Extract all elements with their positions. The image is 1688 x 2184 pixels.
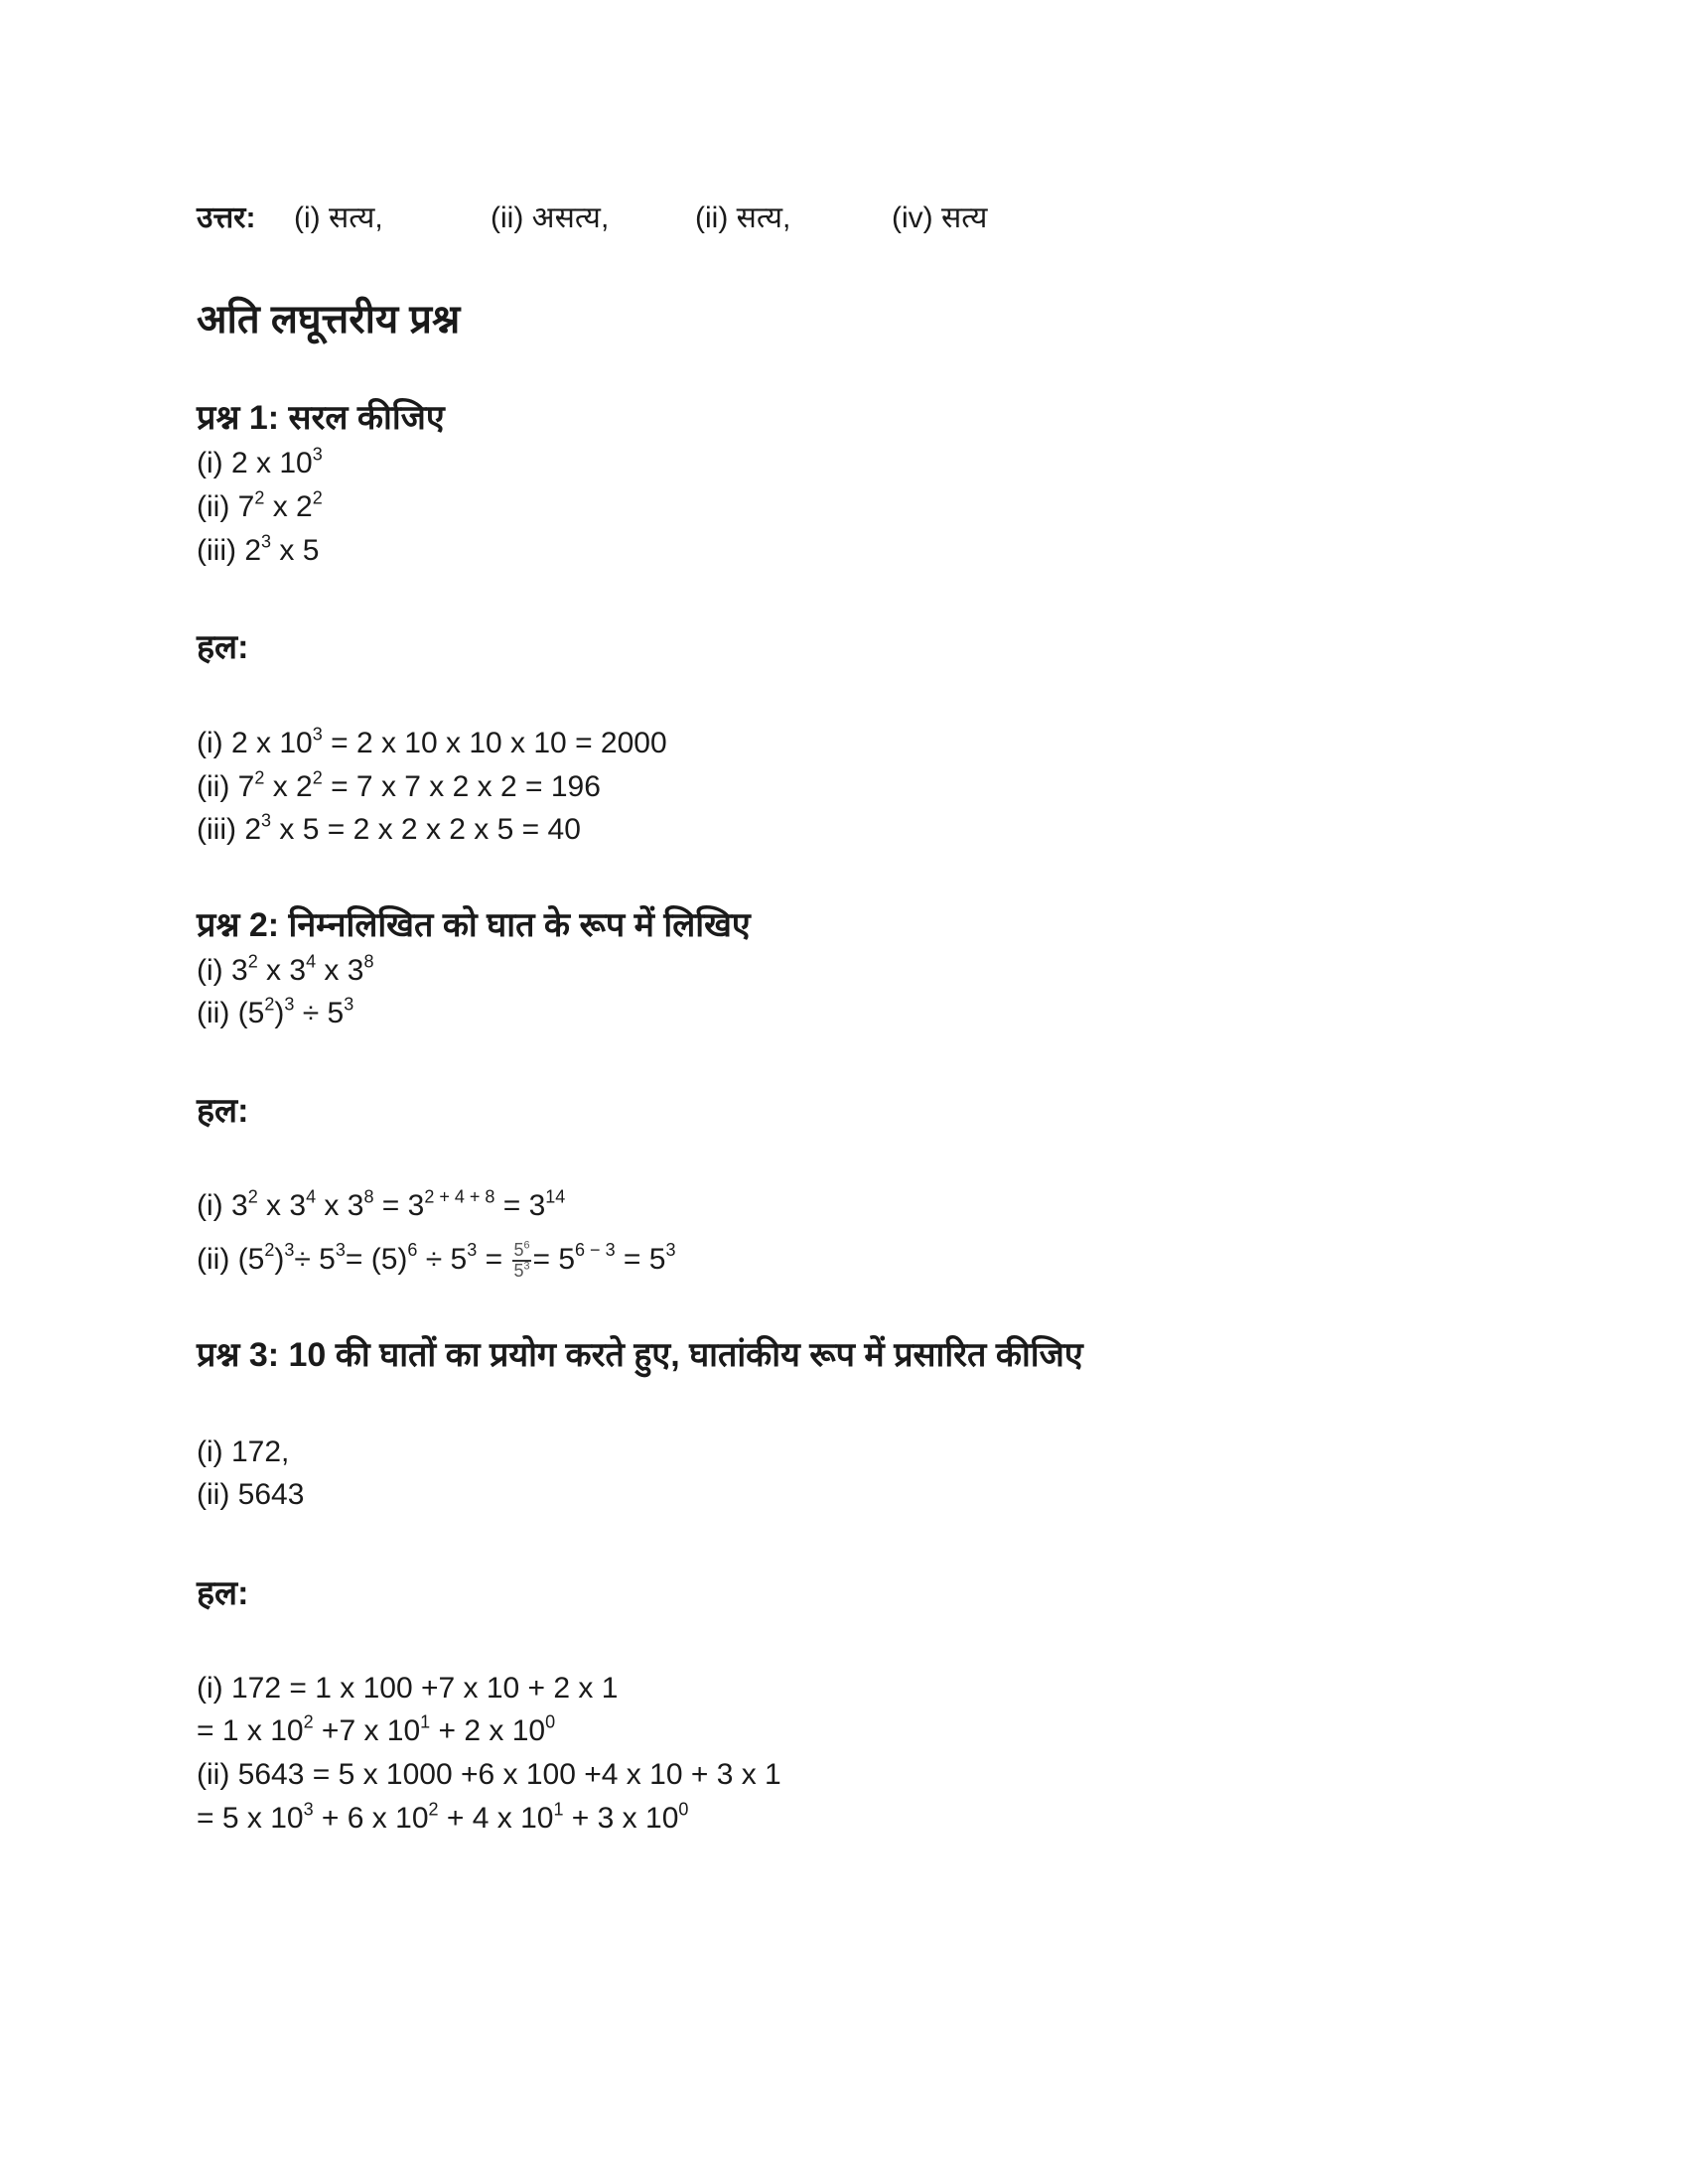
item-label: (ii) [197,490,230,523]
expr: 2 x 10 [231,447,313,479]
expr: + 6 x 10 [313,1802,429,1835]
item-label: (iii) [197,534,236,567]
fraction [512,1241,530,1281]
exponent: 2 [264,994,275,1015]
q1-solution-2 [197,767,601,803]
q3-solution-1 [197,1674,618,1704]
answer-item-3: (ii) सत्य, [695,202,791,234]
expr: x 5 [271,534,320,567]
expr: (5 [237,1242,265,1276]
item-label: (i) [197,727,223,759]
exponent: 6 [523,1239,530,1252]
expr: + 4 x 10 [438,1802,554,1835]
expr: = 3 [494,1189,546,1222]
expr: ) [274,1242,285,1276]
q1-heading: प्रश्न 1: सरल कीजिए [197,399,445,437]
q3-item-1: (i) 172, [197,1435,290,1468]
exponent: 2 [254,487,265,508]
expr: x 2 [264,490,313,523]
expr: 7 [237,770,255,803]
item-label: (iii) [197,813,236,846]
expr: + 3 x 10 [563,1802,679,1835]
q3-heading: प्रश्न 3: 10 की घातों का प्रयोग करते हुए, घातांकीय रूप में प्रसारित कीजिए [197,1336,1083,1374]
expr: = 5 [615,1242,666,1276]
q1-solution-3 [197,810,581,846]
q3-solution-4 [197,1799,689,1835]
q1-solution-1 [197,724,667,759]
exponent: 0 [545,1711,556,1732]
exponent: 2 [247,1186,258,1207]
item-label: (ii) [197,1242,230,1276]
exponent: 0 [678,1799,689,1820]
exponent: 3 [335,1240,346,1261]
exponent: 4 [306,1186,317,1207]
exponent: 2 [312,487,323,508]
expr: x 3 [316,1189,364,1222]
expr: (ii) 5643 = 5 x 1000 +6 x 100 +4 x 10 + 3 x 1 [197,1758,781,1791]
exponent: 3 [284,994,295,1015]
exponent: 3 [344,994,354,1015]
exponent: 2 [303,1711,314,1732]
answer-item-1: (i) सत्य, [294,202,383,234]
exponent: 2 [247,951,258,972]
expr: ÷ 5 [294,997,345,1029]
expr: = 5 x 10 [197,1802,304,1835]
item-label: (i) [197,1189,223,1222]
expr: = 7 x 7 x 2 x 2 = 196 [322,770,601,803]
expr: (i) 172 = 1 x 100 +7 x 10 + 2 x 1 [197,1672,619,1705]
expr: x 2 [264,770,313,803]
base: 5 [513,1240,524,1260]
expr: = 3 [373,1189,425,1222]
q2-item-1 [197,951,374,987]
section-title: अति लघूत्तरीय प्रश्न [197,298,461,341]
exponent: 3 [312,444,323,465]
exponent: 2 [254,767,265,788]
exponent: 8 [363,1186,374,1207]
expr: 3 [231,1189,248,1222]
exponent: 14 [545,1186,566,1207]
expr: (5 [237,997,265,1029]
q1-item-1 [197,444,323,479]
exponent: 2 [264,1240,275,1261]
q1-solution-label: हल: [197,628,249,666]
expr: 2 [244,534,262,567]
item-label: (i) [197,447,223,479]
exponent: 6 − 3 [575,1240,616,1261]
q3-solution-2 [197,1711,556,1747]
item-label: (ii) [197,770,230,803]
expr: 3 [231,954,248,987]
q1-item-2 [197,487,323,523]
expr: 2 [244,813,262,846]
exponent: 3 [467,1240,478,1261]
q1-item-3 [197,531,320,567]
q2-solution-label: हल: [197,1092,249,1130]
fraction-numerator [512,1241,530,1262]
answer-label: उत्तर: [197,202,256,234]
expr: x 3 [316,954,364,987]
expr: = 1 x 10 [197,1714,304,1747]
exponent: 3 [523,1260,530,1273]
expr: ) [274,997,285,1029]
exponent: 1 [420,1711,431,1732]
q2-item-2 [197,994,354,1029]
exponent: 2 [428,1799,439,1820]
base: 5 [513,1260,524,1281]
exponent: 2 [312,767,323,788]
expr: ÷ 5 [417,1242,468,1276]
q3-item-2: (ii) 5643 [197,1478,305,1511]
expr: = 2 x 10 x 10 x 10 = 2000 [322,727,667,759]
expr: = [477,1242,511,1276]
exponent: 6 [407,1240,418,1261]
expr: = 5 [532,1242,576,1276]
exponent: 3 [312,724,323,745]
q2-solution-1 [197,1186,566,1222]
exponent: 3 [303,1799,314,1820]
expr: x 3 [257,1189,307,1222]
expr: 7 [237,490,255,523]
answer-item-2: (ii) असत्य, [491,202,610,234]
exponent: 1 [553,1799,564,1820]
fraction-denominator [512,1262,530,1281]
expr: ÷ 5 [294,1242,336,1276]
exponent: 3 [261,810,272,831]
exponent: 4 [306,951,317,972]
exponent: 3 [261,531,272,552]
item-label: (ii) [197,997,230,1029]
q3-solution-3 [197,1760,781,1790]
answer-line [197,202,988,234]
q3-solution-label: हल: [197,1574,249,1612]
item-label: (i) [197,954,223,987]
expr: 2 x 10 [231,727,313,759]
q2-solution-2 [197,1241,675,1281]
exponent: 8 [363,951,374,972]
expr: = (5) [345,1242,408,1276]
exponent: 3 [284,1240,295,1261]
expr: + 2 x 10 [430,1714,546,1747]
expr: x 5 = 2 x 2 x 2 x 5 = 40 [271,813,581,846]
expr: x 3 [257,954,307,987]
exponent: 3 [665,1240,676,1261]
expr: +7 x 10 [313,1714,421,1747]
q2-heading: प्रश्न 2: निम्नलिखित को घात के रूप में लिखिए [197,906,751,944]
exponent: 2 + 4 + 8 [424,1186,495,1207]
answer-item-4: (iv) सत्य [892,202,988,234]
